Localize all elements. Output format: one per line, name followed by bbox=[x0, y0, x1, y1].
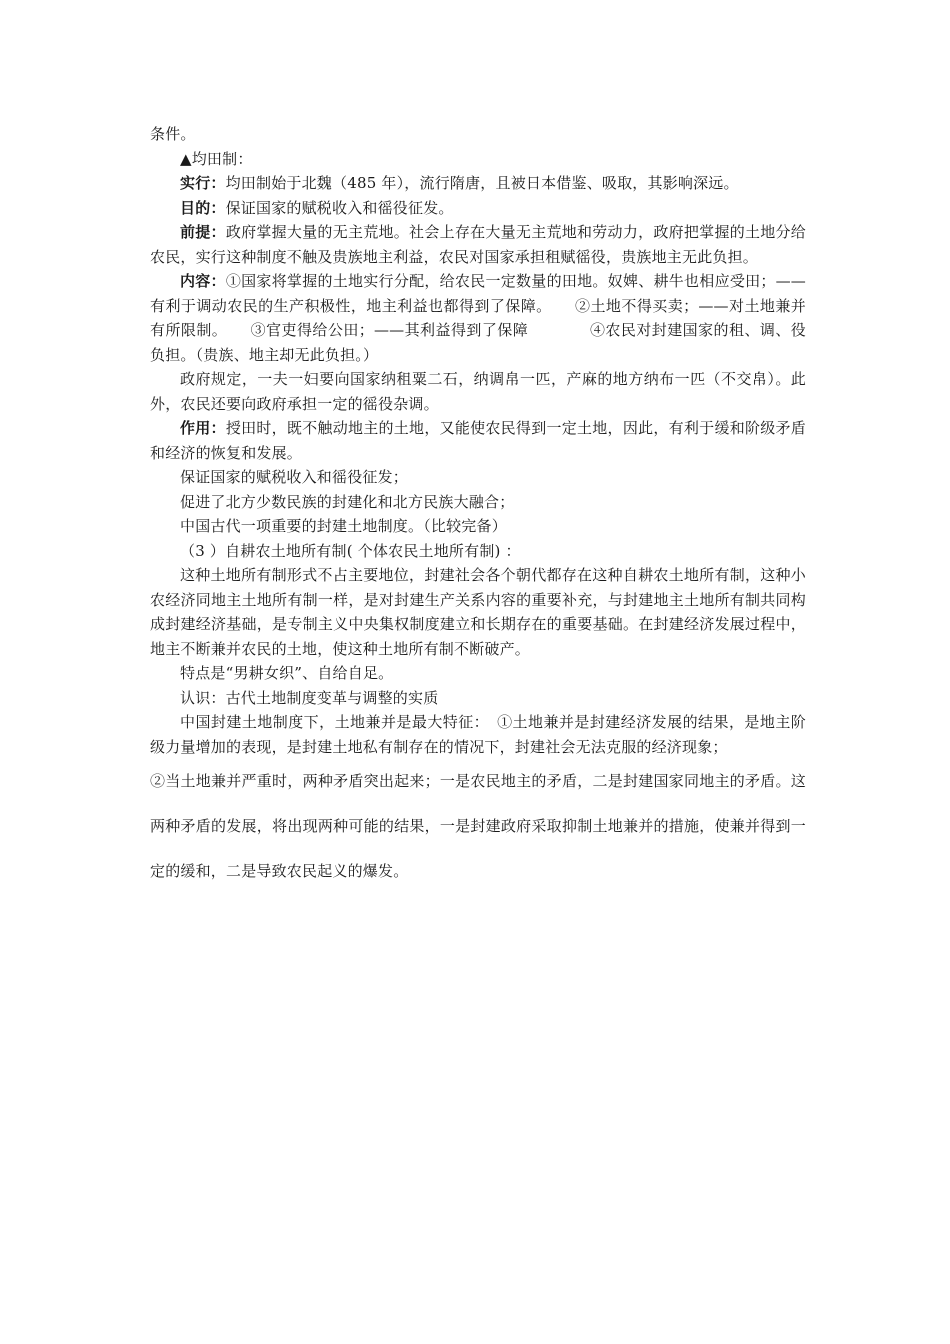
label-effect: 作用： bbox=[180, 419, 226, 437]
paragraph-government-rules: 政府规定，一夫一妇要向国家纳租粟二石，纳调帛一匹，产麻的地方纳布一匹（不交帛）。此外，农民还要向政府承担一定的徭役杂调。 bbox=[150, 370, 806, 413]
label-premise: 前提： bbox=[180, 223, 226, 241]
paragraph-content: 内容：①国家将掌握的土地实行分配，给农民一定数量的田地。奴婢、耕牛也相应受田；——有利于调动农民的生产积极性，地主利益也都得到了保障。 ②土地不得买卖；——对土地兼并有所限制。 ③官吏得给公田；——其利益得到了保障 ④农民对封建国家的租、调、役负担。（贵族、地主却无此负担。） bbox=[150, 272, 806, 364]
heading-juntian-system: ▲均田制： bbox=[180, 149, 253, 168]
paragraph-continuation: 条件。 bbox=[150, 125, 196, 143]
label-purpose: 目的： bbox=[180, 198, 226, 217]
document-body bbox=[150, 122, 806, 894]
paragraph-characteristics: 特点是“男耕女织”、自给自足。 bbox=[180, 664, 394, 682]
label-content: 内容： bbox=[180, 272, 226, 290]
paragraph-land-annexation: 中国封建土地制度下，土地兼并是最大特征： ①土地兼并是封建经济发展的结果，是地主阶级力量增加的表现，是封建土地私有制存在的情况下，封建社会无法克服的经济现象； bbox=[150, 713, 806, 756]
paragraph-premise: 前提：政府掌握大量的无主荒地。社会上存在大量无主荒地和劳动力，政府把掌握的土地分给农民，实行这种制度不触及贵族地主利益，农民对国家承担租赋徭役，贵族地主无此负担。 bbox=[150, 223, 806, 266]
paragraph-owner-farmer-description: 这种土地所有制形式不占主要地位，封建社会各个朝代都存在这种自耕农土地所有制，这种小农经济同地主土地所有制一样，是对封建生产关系内容的重要补充，与封建地主土地所有制共同构成封建经济基础，是专制主义中央集权制度建立和长期存在的重要基础。在封建经济发展过程中，地主不断兼并农民的土地，使这种土地所有制不断破产。 bbox=[150, 566, 806, 658]
paragraph-implementation: 实行：均田制始于北魏（485 年），流行隋唐，且被日本借鉴、吸取，其影响深远。 bbox=[180, 174, 739, 192]
paragraph-purpose: 目的：保证国家的赋税收入和徭役征发。 bbox=[180, 198, 454, 217]
paragraph-effect-tax: 保证国家的赋税收入和徭役征发； bbox=[180, 468, 409, 486]
paragraph-effect-importance: 中国古代一项重要的封建土地制度。（比较完备） bbox=[180, 517, 507, 535]
heading-owner-farmer-system: （3 ）自耕农土地所有制( 个体农民土地所有制) ： bbox=[180, 541, 521, 560]
label-implementation: 实行： bbox=[180, 174, 226, 192]
paragraph-effect-integration: 促进了北方少数民族的封建化和北方民族大融合； bbox=[180, 492, 515, 511]
paragraph-contradictions: ②当土地兼并严重时，两种矛盾突出起来；一是农民地主的矛盾，二是封建国家同地主的矛盾。这两种矛盾的发展，将出现两种可能的结果，一是封建政府采取抑制土地兼并的措施，使兼并得到一定的缓和，二是导致农民起义的爆发。 bbox=[150, 772, 806, 880]
paragraph-effect: 作用：授田时，既不触动地主的土地，又能使农民得到一定土地，因此，有利于缓和阶级矛盾和经济的恢复和发展。 bbox=[150, 419, 806, 462]
paragraph-understanding: 认识：古代土地制度变革与调整的实质 bbox=[180, 688, 439, 707]
